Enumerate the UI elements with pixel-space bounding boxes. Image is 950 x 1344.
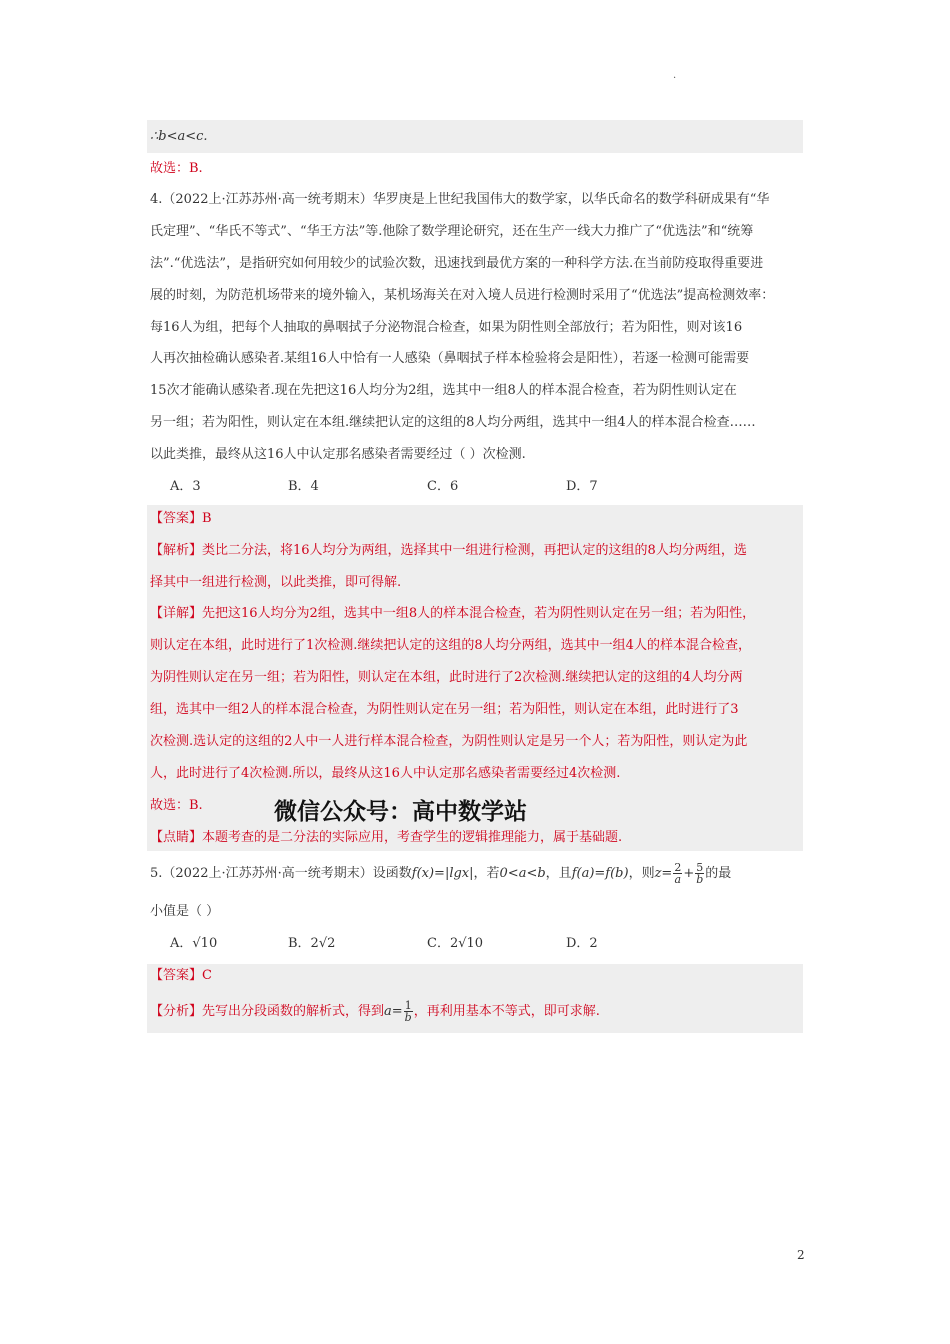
q4-option-d: D．7 xyxy=(566,479,598,494)
q4-option-c: C．6 xyxy=(427,479,459,494)
q5-stem-prefix: 5.（2022上·江苏苏州·高一统考期末）设函数 xyxy=(150,866,412,881)
q4-line-2: 氏定理”、“华氏不等式”、“华王方法”等.他除了数学理论研究，还在生产一线大力推广了“优选法”和“统筹 xyxy=(150,224,754,239)
q5-analysis-equation: a= xyxy=(384,1004,403,1019)
q5-analysis-fraction xyxy=(404,1000,413,1023)
q5-fraction-1 xyxy=(673,862,682,885)
q5-analysis-fraction-denominator: b xyxy=(404,1011,412,1024)
q5-plus: + xyxy=(683,866,695,881)
q4-detail-line-4: 组，选其中一组2人的样本混合检查，为阴性则认定在另一组；若为阳性，则认定在本组，此时进行了3 xyxy=(150,702,739,717)
q5-fraction-2-numerator: 5 xyxy=(696,861,704,874)
q4-comment: 【点睛】本题考查的是二分法的实际应用，考查学生的逻辑推理能力，属于基础题. xyxy=(150,830,623,845)
q5-stem-z: z= xyxy=(654,866,673,881)
q5-fraction-1-numerator: 2 xyxy=(674,861,682,874)
q5-fraction-1-denominator: a xyxy=(674,873,682,886)
q5-stem-suffix: 的最 xyxy=(705,866,732,881)
q5-stem-condition-1: 0<a<b xyxy=(499,866,546,881)
q4-line-8: 另一组；若为阳性，则认定在本组.继续把认定的这组的8人均分两组，选其中一组4人的样本混合检查…… xyxy=(150,415,756,430)
q4-option-b: B．4 xyxy=(288,479,319,494)
q4-line-9: 以此类推，最终从这16人中认定那名感染者需要经过（ ）次检测. xyxy=(150,447,526,462)
q4-analysis-line-2: 择其中一组进行检测，以此类推，即可得解. xyxy=(150,575,402,590)
q5-analysis-fraction-numerator: 1 xyxy=(404,999,412,1012)
q5-option-b: B．2√2 xyxy=(288,936,336,951)
q5-stem-condition-2: f(a)=f(b) xyxy=(571,866,629,881)
q4-line-4: 展的时刻，为防范机场带来的境外输入，某机场海关在对入境人员进行检测时采用了“优选法”提高检测效率： xyxy=(150,288,775,303)
q4-detail-line-2: 则认定在本组，此时进行了1次检测.继续把认定的这组的8人均分两组，选其中一组4人的样本混合检查， xyxy=(150,638,751,653)
q5-stem-function: f(x)=|lgx| xyxy=(411,866,474,881)
q5-option-a: A．√10 xyxy=(170,936,218,951)
q4-line-7: 15次才能确认感染者.现在先把这16人均分为2组，选其中一组8人的样本混合检查，若为阴性则认定在 xyxy=(150,383,737,398)
q5-stem-line-2: 小值是（ ） xyxy=(150,904,220,919)
q5-option-c: C．2√10 xyxy=(427,936,484,951)
q5-analysis-suffix: ，再利用基本不等式，即可求解. xyxy=(413,1004,600,1019)
q4-detail-line-6: 人，此时进行了4次检测.所以，最终从这16人中认定那名感染者需要经过4次检测. xyxy=(150,766,621,781)
q5-answer: 【答案】C xyxy=(150,968,212,983)
q5-fraction-2-denominator: b xyxy=(696,873,704,886)
q5-stem-mid-1: ，若 xyxy=(473,866,500,881)
q5-option-d: D．2 xyxy=(566,936,598,951)
q5-stem-mid-3: ，则 xyxy=(628,866,655,881)
q5-stem-line-1 xyxy=(150,860,802,888)
q4-line-6: 人再次抽检确认感染者.某组16人中恰有一人感染（鼻咽拭子样本检验将会是阳性），若逐一检测可能需要 xyxy=(150,351,750,366)
q4-detail-line-5: 次检测.选认定的这组的2人中一人进行样本混合检查，为阴性则认定是另一个人；若为阳性，则认定为此 xyxy=(150,734,748,749)
q5-stem-mid-2: ，且 xyxy=(545,866,572,881)
top-dot: . xyxy=(673,70,677,81)
q5-analysis-prefix: 【分析】先写出分段函数的解析式，得到 xyxy=(150,1004,385,1019)
watermark: 微信公众号：高中数学站 xyxy=(274,799,527,825)
q4-detail-line-3: 为阴性则认定在另一组；若为阳性，则认定在本组，此时进行了2次检测.继续把认定的这组的4人均分两 xyxy=(150,670,743,685)
q5-analysis xyxy=(150,998,802,1026)
q4-choice: 故选：B. xyxy=(150,798,203,813)
prev-conclusion: ∴b<a<c. xyxy=(150,129,208,144)
q4-line-1: 4.（2022上·江苏苏州·高一统考期末）华罗庚是上世纪我国伟大的数学家，以华氏命名的数学科研成果有“华 xyxy=(150,192,770,207)
q4-answer: 【答案】B xyxy=(150,511,212,526)
q5-fraction-2 xyxy=(695,862,704,885)
q4-analysis-line-1: 【解析】类比二分法，将16人均分为两组，选择其中一组进行检测，再把认定的这组的8人均分两组，选 xyxy=(150,543,747,558)
q4-line-5: 每16人为组，把每个人抽取的鼻咽拭子分泌物混合检查，如果为阴性则全部放行；若为阳性，则对该16 xyxy=(150,320,743,335)
q4-detail-line-1: 【详解】先把这16人均分为2组，选其中一组8人的样本混合检查，若为阴性则认定在另一组；若为阳性， xyxy=(150,606,756,621)
page-number: 2 xyxy=(797,1248,805,1262)
prev-answer-choice: 故选：B. xyxy=(150,161,203,176)
q4-option-a: A．3 xyxy=(170,479,201,494)
q4-line-3: 法”.“优选法”，是指研究如何用较少的试验次数，迅速找到最优方案的一种科学方法.在当前防疫取得重要进 xyxy=(150,256,764,271)
